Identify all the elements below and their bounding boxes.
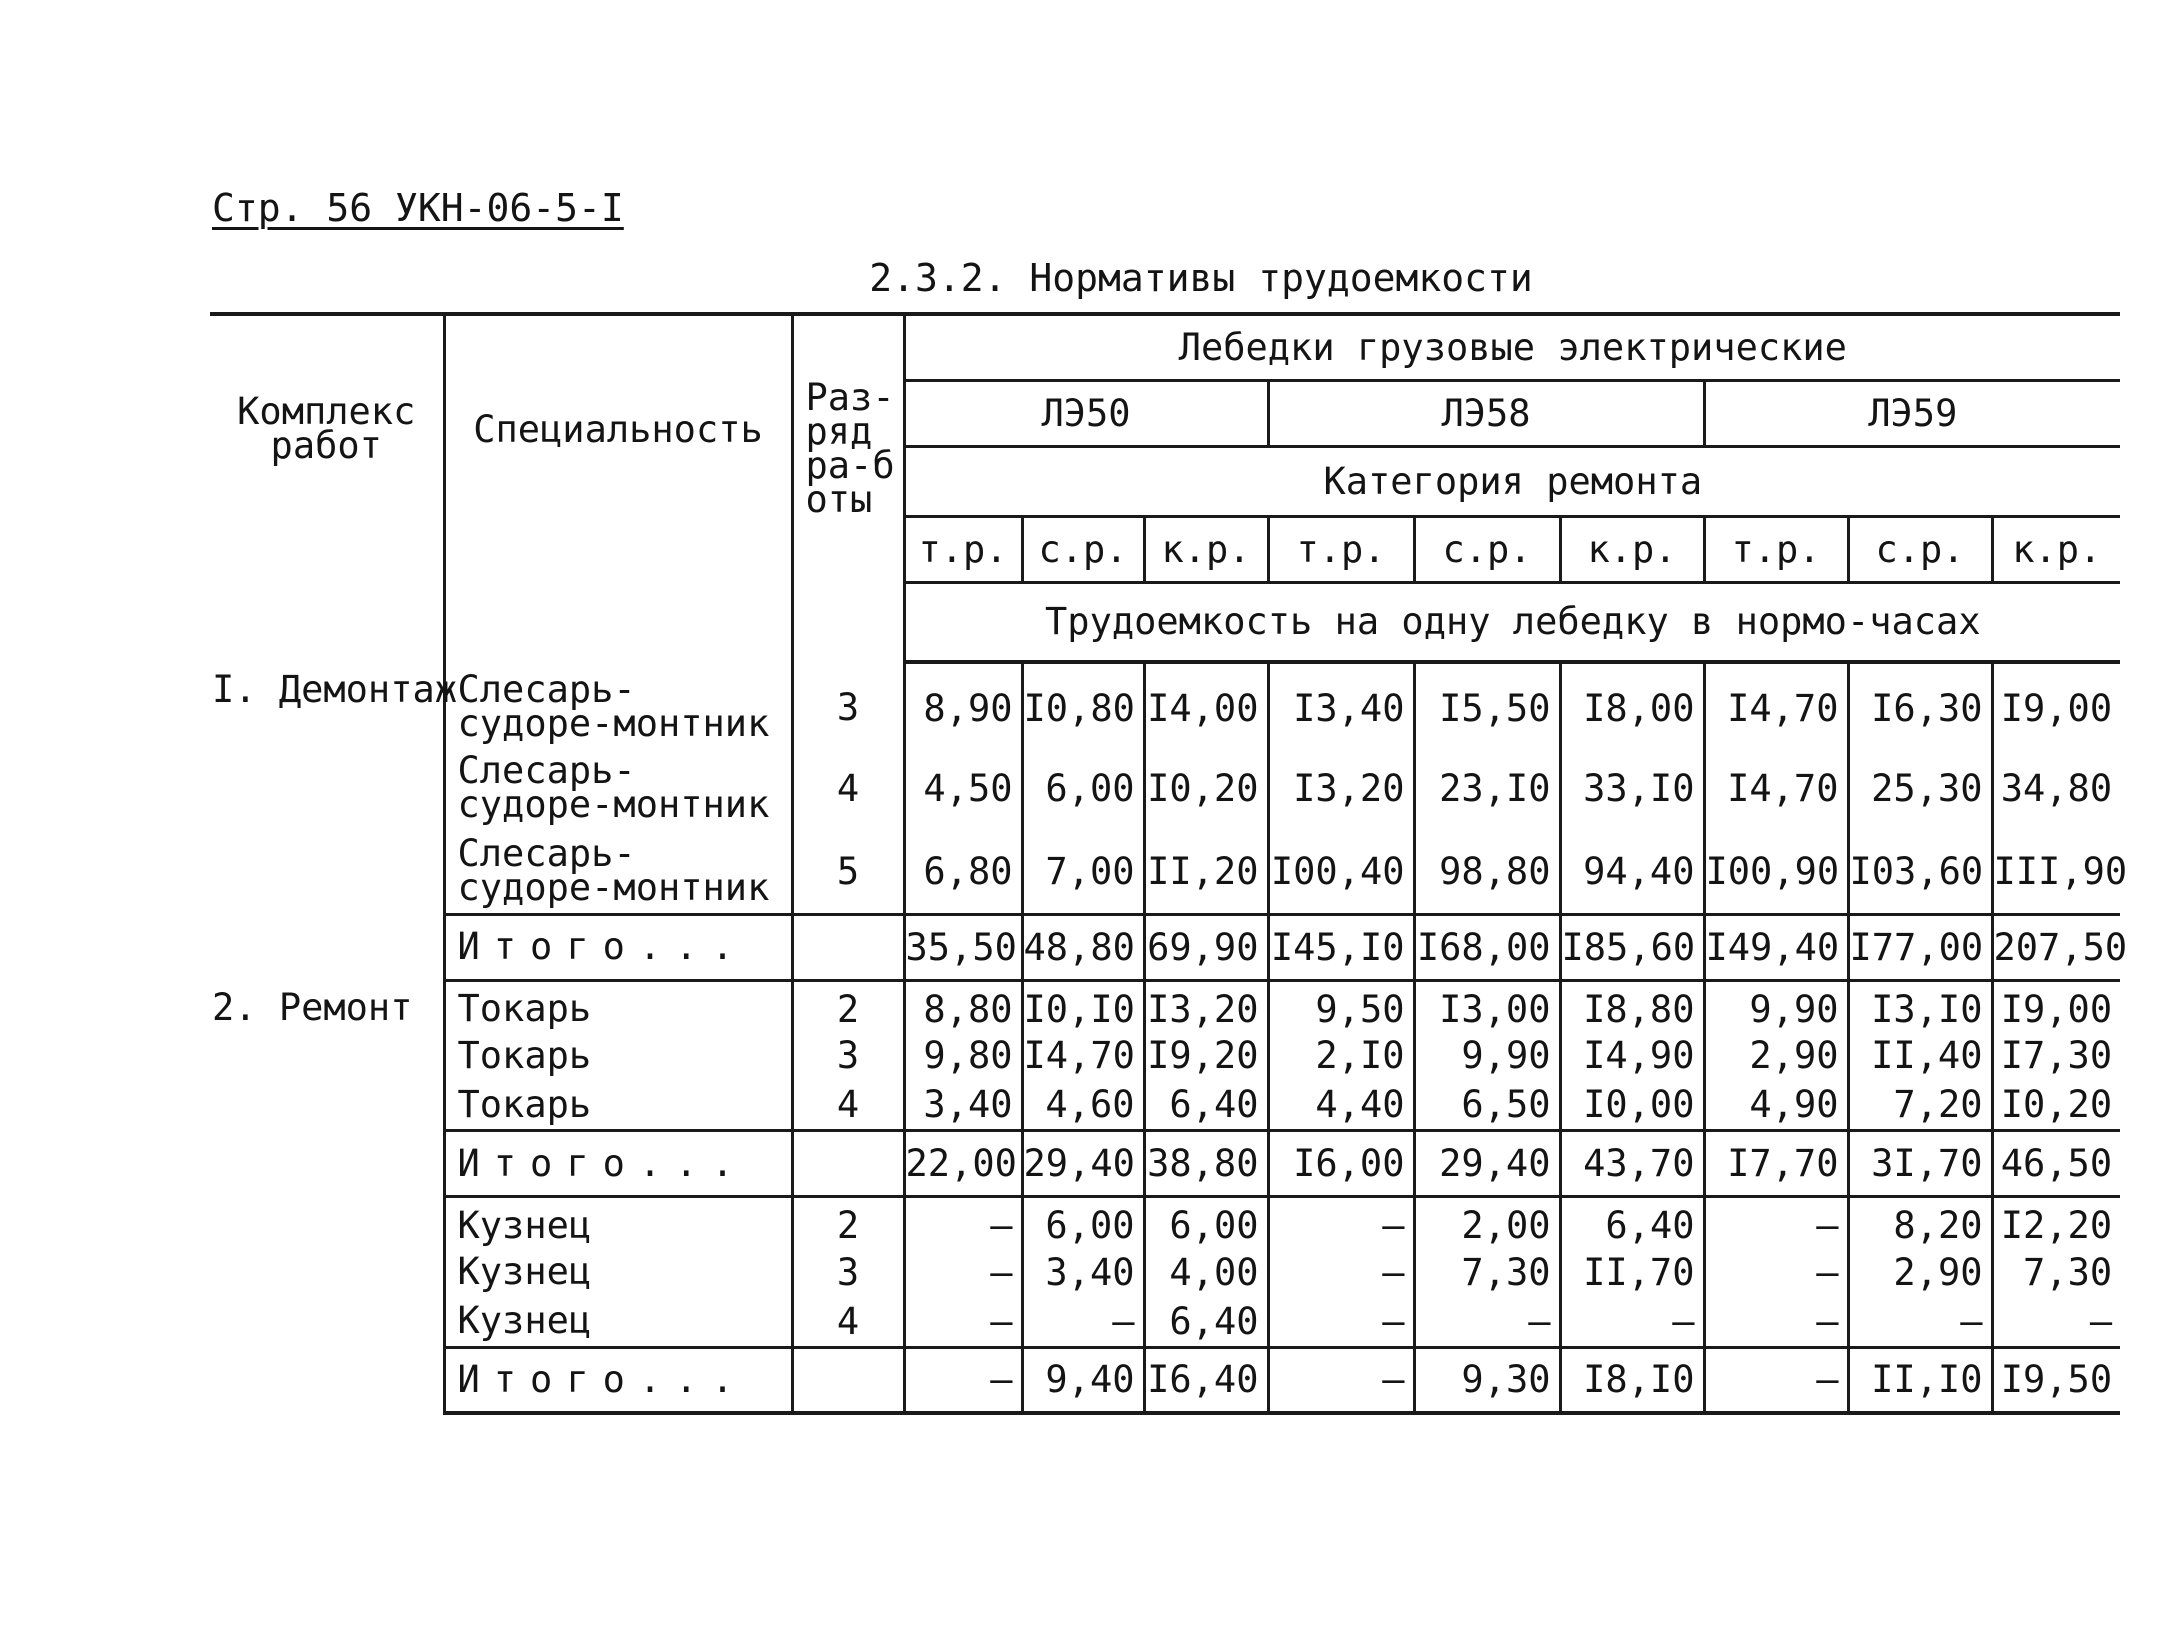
- value-cell: 6,00: [1022, 1197, 1144, 1248]
- category-kr: к.р.: [1560, 516, 1704, 582]
- value-cell: –: [1848, 1297, 1992, 1347]
- total-value-cell: 48,80: [1022, 914, 1144, 980]
- value-cell: I8,80: [1560, 980, 1704, 1031]
- category-sr: с.р.: [1022, 516, 1144, 582]
- grade-cell: 5: [792, 830, 904, 914]
- value-cell: 6,40: [1560, 1197, 1704, 1248]
- specialty-header: Специальность: [444, 314, 792, 662]
- value-cell: 34,80: [1992, 746, 2120, 830]
- total-value-cell: 9,30: [1414, 1347, 1560, 1413]
- total-value-cell: I85,60: [1560, 914, 1704, 980]
- specialty-cell: Слесарь-судоре-монтник: [444, 746, 792, 830]
- repair-category-header: Категория ремонта: [904, 446, 2120, 516]
- grade-cell: 3: [792, 1031, 904, 1081]
- value-cell: –: [1992, 1297, 2120, 1347]
- value-cell: I3,20: [1144, 980, 1268, 1031]
- table-row: [210, 1297, 2120, 1347]
- category-tr: т.р.: [1704, 516, 1848, 582]
- value-cell: 6,40: [1144, 1081, 1268, 1131]
- value-cell: 33,I0: [1560, 746, 1704, 830]
- work-complex-cell: [210, 746, 444, 830]
- document-title: 2.3.2. Нормативы трудоемкости: [869, 256, 1533, 300]
- total-value-cell: I8,I0: [1560, 1347, 1704, 1413]
- value-cell: –: [904, 1297, 1022, 1347]
- total-value-cell: 38,80: [1144, 1131, 1268, 1197]
- value-cell: 9,50: [1268, 980, 1414, 1031]
- total-value-cell: I77,00: [1848, 914, 1992, 980]
- grade-cell: [792, 914, 904, 980]
- value-cell: 6,50: [1414, 1081, 1560, 1131]
- work-complex-cell: [210, 1131, 444, 1197]
- value-cell: 94,40: [1560, 830, 1704, 914]
- value-cell: I00,90: [1704, 830, 1848, 914]
- table-row: [210, 1247, 2120, 1297]
- value-cell: 9,80: [904, 1031, 1022, 1081]
- value-cell: I3,I0: [1848, 980, 1992, 1031]
- total-row: [210, 1347, 2120, 1413]
- total-value-cell: II,I0: [1848, 1347, 1992, 1413]
- value-cell: –: [1704, 1197, 1848, 1248]
- complex-header: Комплекс работ: [210, 314, 444, 662]
- value-cell: I4,90: [1560, 1031, 1704, 1081]
- value-cell: 4,00: [1144, 1247, 1268, 1297]
- specialty-cell: Токарь: [444, 1031, 792, 1081]
- value-cell: –: [1268, 1297, 1414, 1347]
- grade-cell: 2: [792, 980, 904, 1031]
- work-complex-cell: [210, 1247, 444, 1297]
- table-row: [210, 746, 2120, 830]
- model-header-2: ЛЭ58: [1268, 380, 1704, 446]
- value-cell: 4,40: [1268, 1081, 1414, 1131]
- value-cell: 8,20: [1848, 1197, 1992, 1248]
- total-value-cell: 29,40: [1022, 1131, 1144, 1197]
- table-row: [210, 662, 2120, 746]
- total-value-cell: I49,40: [1704, 914, 1848, 980]
- value-cell: 6,00: [1144, 1197, 1268, 1248]
- total-label: Итого...: [444, 914, 792, 980]
- total-value-cell: 43,70: [1560, 1131, 1704, 1197]
- grade-cell: 4: [792, 1081, 904, 1131]
- work-complex-cell: [210, 1197, 444, 1248]
- value-cell: –: [904, 1247, 1022, 1297]
- category-sr: с.р.: [1848, 516, 1992, 582]
- total-value-cell: –: [1268, 1347, 1414, 1413]
- value-cell: I0,80: [1022, 662, 1144, 746]
- specialty-cell: Кузнец: [444, 1247, 792, 1297]
- value-cell: –: [1414, 1297, 1560, 1347]
- table-row: [210, 1081, 2120, 1131]
- value-cell: 3,40: [1022, 1247, 1144, 1297]
- value-cell: 2,90: [1848, 1247, 1992, 1297]
- value-cell: I7,30: [1992, 1031, 2120, 1081]
- value-cell: I0,I0: [1022, 980, 1144, 1031]
- value-cell: 6,80: [904, 830, 1022, 914]
- total-value-cell: 69,90: [1144, 914, 1268, 980]
- header-row-1: [210, 314, 2120, 380]
- value-cell: 9,90: [1414, 1031, 1560, 1081]
- total-value-cell: 22,00: [904, 1131, 1022, 1197]
- value-cell: II,70: [1560, 1247, 1704, 1297]
- value-cell: 7,30: [1992, 1247, 2120, 1297]
- value-cell: 4,90: [1704, 1081, 1848, 1131]
- value-cell: I4,70: [1704, 746, 1848, 830]
- value-cell: II,40: [1848, 1031, 1992, 1081]
- grade-cell: 3: [792, 1247, 904, 1297]
- work-complex-cell: [210, 914, 444, 980]
- winches-header: Лебедки грузовые электрические: [904, 314, 2120, 380]
- specialty-cell: Токарь: [444, 1081, 792, 1131]
- value-cell: –: [1268, 1247, 1414, 1297]
- specialty-cell: Слесарь-судоре-монтник: [444, 830, 792, 914]
- value-cell: II,20: [1144, 830, 1268, 914]
- category-sr: с.р.: [1414, 516, 1560, 582]
- grade-cell: 4: [792, 1297, 904, 1347]
- category-kr: к.р.: [1144, 516, 1268, 582]
- page-header: Стр. 56 УКН-06-5-I: [212, 186, 624, 230]
- value-cell: 4,50: [904, 746, 1022, 830]
- value-cell: –: [1268, 1197, 1414, 1248]
- total-value-cell: I6,00: [1268, 1131, 1414, 1197]
- value-cell: 98,80: [1414, 830, 1560, 914]
- grade-header: Раз-ряд ра-боты: [792, 314, 904, 662]
- value-cell: I3,40: [1268, 662, 1414, 746]
- value-cell: 6,40: [1144, 1297, 1268, 1347]
- work-complex-cell: [210, 1031, 444, 1081]
- value-cell: 2,90: [1704, 1031, 1848, 1081]
- value-cell: I8,00: [1560, 662, 1704, 746]
- category-kr: к.р.: [1992, 516, 2120, 582]
- work-complex-cell: [210, 1347, 444, 1413]
- value-cell: 8,80: [904, 980, 1022, 1031]
- value-cell: 7,30: [1414, 1247, 1560, 1297]
- value-cell: I3,00: [1414, 980, 1560, 1031]
- category-tr: т.р.: [904, 516, 1022, 582]
- specialty-cell: Кузнец: [444, 1197, 792, 1248]
- value-cell: III,90: [1992, 830, 2120, 914]
- value-cell: I4,70: [1704, 662, 1848, 746]
- value-cell: 2,00: [1414, 1197, 1560, 1248]
- grade-cell: 4: [792, 746, 904, 830]
- total-label: Итого...: [444, 1347, 792, 1413]
- value-cell: 23,I0: [1414, 746, 1560, 830]
- work-complex-cell: [210, 830, 444, 914]
- value-cell: 8,90: [904, 662, 1022, 746]
- total-label: Итого...: [444, 1131, 792, 1197]
- work-complex-cell: [210, 1297, 444, 1347]
- total-value-cell: 46,50: [1992, 1131, 2120, 1197]
- value-cell: I4,70: [1022, 1031, 1144, 1081]
- specialty-cell: Слесарь-судоре-монтник: [444, 662, 792, 746]
- value-cell: 2,I0: [1268, 1031, 1414, 1081]
- value-cell: I0,20: [1992, 1081, 2120, 1131]
- value-cell: I03,60: [1848, 830, 1992, 914]
- value-cell: –: [1560, 1297, 1704, 1347]
- value-cell: –: [1704, 1297, 1848, 1347]
- value-cell: 7,00: [1022, 830, 1144, 914]
- total-value-cell: I6,40: [1144, 1347, 1268, 1413]
- specialty-cell: Кузнец: [444, 1297, 792, 1347]
- total-value-cell: I9,50: [1992, 1347, 2120, 1413]
- model-header-1: ЛЭ50: [904, 380, 1268, 446]
- total-row: [210, 1131, 2120, 1197]
- value-cell: I0,00: [1560, 1081, 1704, 1131]
- model-header-3: ЛЭ59: [1704, 380, 2120, 446]
- value-cell: 9,90: [1704, 980, 1848, 1031]
- table-row: [210, 1197, 2120, 1248]
- value-cell: I0,20: [1144, 746, 1268, 830]
- value-cell: I2,20: [1992, 1197, 2120, 1248]
- value-cell: –: [904, 1197, 1022, 1248]
- labor-norms-table: [210, 312, 2128, 1415]
- total-value-cell: I45,I0: [1268, 914, 1414, 980]
- category-tr: т.р.: [1268, 516, 1414, 582]
- value-cell: I9,00: [1992, 980, 2120, 1031]
- table-row: [210, 830, 2120, 914]
- value-cell: 6,00: [1022, 746, 1144, 830]
- total-value-cell: 35,50: [904, 914, 1022, 980]
- total-value-cell: 207,50: [1992, 914, 2120, 980]
- grade-cell: [792, 1131, 904, 1197]
- units-header: Трудоемкость на одну лебедку в нормо-часах: [904, 582, 2120, 662]
- value-cell: I9,00: [1992, 662, 2120, 746]
- total-row: [210, 914, 2120, 980]
- total-value-cell: 3I,70: [1848, 1131, 1992, 1197]
- total-value-cell: –: [1704, 1347, 1848, 1413]
- value-cell: 4,60: [1022, 1081, 1144, 1131]
- specialty-cell: Токарь: [444, 980, 792, 1031]
- total-value-cell: I7,70: [1704, 1131, 1848, 1197]
- value-cell: I6,30: [1848, 662, 1992, 746]
- value-cell: 7,20: [1848, 1081, 1992, 1131]
- value-cell: 3,40: [904, 1081, 1022, 1131]
- value-cell: I4,00: [1144, 662, 1268, 746]
- grade-cell: 3: [792, 662, 904, 746]
- total-value-cell: 9,40: [1022, 1347, 1144, 1413]
- total-value-cell: 29,40: [1414, 1131, 1560, 1197]
- grade-cell: [792, 1347, 904, 1413]
- value-cell: I00,40: [1268, 830, 1414, 914]
- value-cell: –: [1704, 1247, 1848, 1297]
- total-value-cell: I68,00: [1414, 914, 1560, 980]
- value-cell: –: [1022, 1297, 1144, 1347]
- table-row: [210, 980, 2120, 1031]
- value-cell: I3,20: [1268, 746, 1414, 830]
- value-cell: I5,50: [1414, 662, 1560, 746]
- work-complex-label: I. Демонтаж: [212, 668, 458, 711]
- work-complex-cell: [210, 1081, 444, 1131]
- grade-cell: 2: [792, 1197, 904, 1248]
- total-value-cell: –: [904, 1347, 1022, 1413]
- value-cell: 25,30: [1848, 746, 1992, 830]
- work-complex-label: 2. Ремонт: [212, 986, 413, 1029]
- table-row: [210, 1031, 2120, 1081]
- value-cell: I9,20: [1144, 1031, 1268, 1081]
